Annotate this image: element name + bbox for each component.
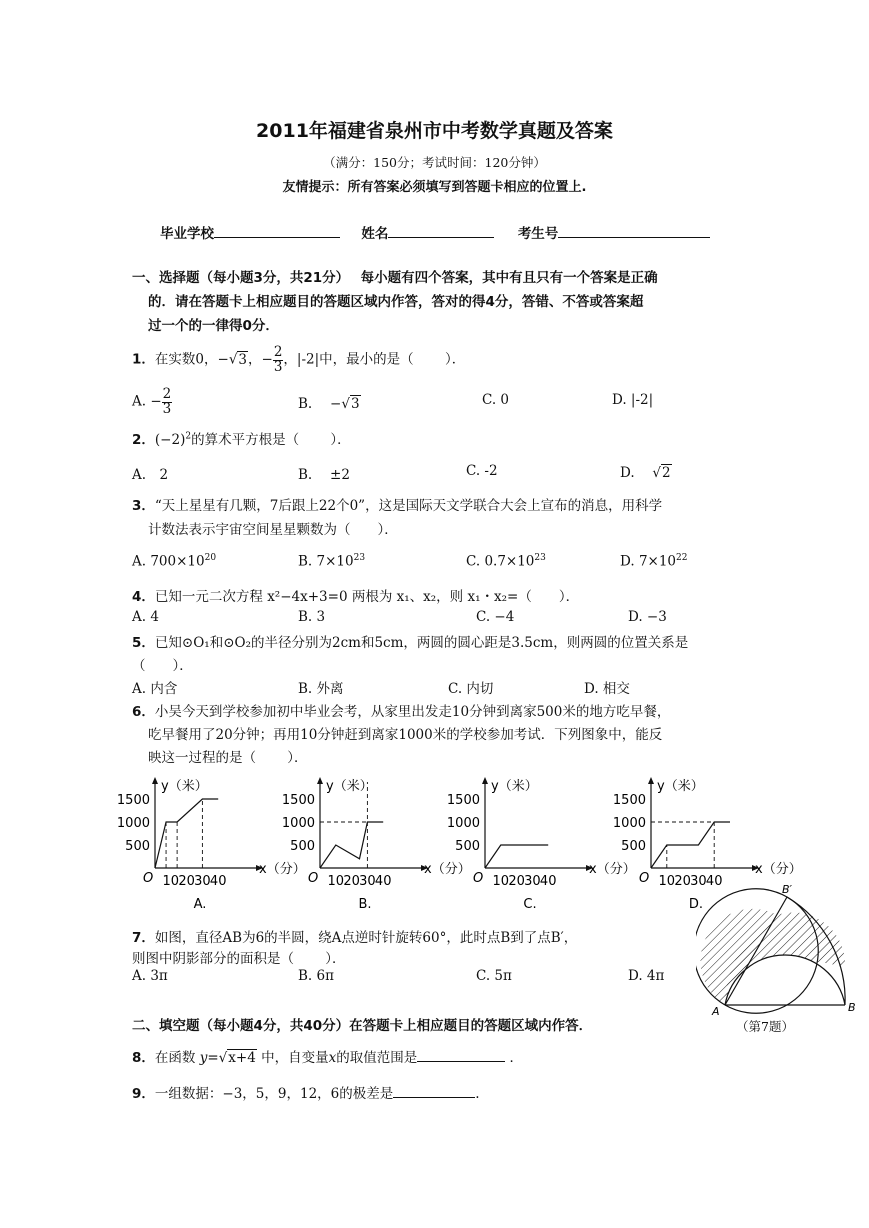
x-tick-label: 10 (327, 874, 345, 889)
y-tick-label: 1500 (446, 793, 480, 808)
q1-minus-2: − (261, 351, 273, 368)
q8-prefix: 在函数 (154, 1050, 196, 1066)
question-8: 8．在函数 y=√x+4 中，自变量x的取值范围是 ． (132, 1050, 523, 1066)
q9-number: 9． (132, 1086, 155, 1102)
y-axis-label: y（米） (326, 779, 373, 794)
x-tick-label: 10 (658, 874, 676, 889)
q8-suffix-2: 的取值范围是 (336, 1050, 418, 1066)
q3-option-d[interactable] (620, 553, 687, 570)
origin-label: O (308, 871, 319, 886)
x-tick-label: 20 (508, 874, 525, 889)
q1-a-numerator: 2 (162, 386, 172, 402)
exam-no-blank[interactable] (558, 225, 710, 238)
q1-frac-numerator: 2 (273, 344, 283, 360)
q1-number: 1． (132, 351, 155, 368)
friendly-hint: 友情提示：所有答案必须填写到答题卡相应的位置上. (282, 180, 587, 195)
y-axis-arrow (152, 777, 158, 784)
question-3-line2: 计数法表示宇宙空间星星颗数为（ ）． (148, 522, 398, 538)
graph-option-label: D. (688, 897, 704, 912)
q1-option-c[interactable]: C. 0 (482, 392, 510, 408)
q1-a-denominator: 3 (162, 400, 172, 417)
x-tick-label: 30 (690, 874, 707, 889)
origin-label: O (473, 871, 484, 886)
x-tick-label: 30 (194, 874, 211, 889)
q4-text: 已知一元二次方程 x²−4x+3=0 两根为 x₁、x₂，则 x₁・x₂=（ ）． (154, 589, 580, 605)
y-axis-label: y（米） (161, 779, 208, 794)
x-tick-label: 40 (209, 874, 227, 889)
question-6-line3: 映这一过程的是（ ）． (148, 750, 308, 766)
q3-option-a[interactable] (132, 553, 216, 570)
x-axis-label: x（分） (755, 862, 802, 877)
q3-d-exponent: 22 (676, 553, 688, 563)
school-label: 毕业学校 (160, 226, 214, 242)
q3-b-label: B. (298, 553, 313, 570)
question-5-line1 (132, 631, 688, 651)
q8-y: y (199, 1050, 208, 1066)
q1-option-b-label: B. (298, 396, 313, 412)
info-line (160, 222, 710, 242)
q1-comma: ， (248, 351, 262, 368)
graph-line (320, 822, 383, 868)
question-6-line1 (132, 700, 670, 720)
q1-option-a[interactable] (132, 388, 172, 416)
section2-title: 二、填空题（每小题4分，共40分）在答题卡上相应题目的答题区域内作答． (132, 1018, 593, 1034)
x-axis-label: x（分） (589, 862, 636, 877)
q3-b-exponent: 23 (353, 553, 366, 563)
x-tick-label: 30 (359, 874, 376, 889)
q1-suffix: ，|-2|中，最小的是（ ）． (283, 351, 466, 368)
q5-option-d[interactable]: D. 相交 (584, 681, 630, 697)
q2-option-a[interactable]: A. 2 (132, 467, 169, 483)
q3-b-value: 7×10 (316, 553, 354, 570)
q3-d-value: 7×10 (638, 553, 677, 570)
q1-option-a-minus: − (150, 393, 162, 410)
q4-option-c[interactable]: C. −4 (476, 609, 515, 625)
q1-sqrt-arg: 3 (238, 351, 248, 368)
graph-option-label: B. (358, 897, 372, 912)
question-4 (132, 585, 579, 605)
y-axis-arrow (482, 777, 488, 784)
origin-label: O (639, 871, 650, 886)
q3-option-c[interactable] (466, 553, 546, 570)
x-tick-label: 20 (178, 874, 195, 889)
question-5-line2: （ ）． (132, 658, 193, 674)
q1-option-a-fraction (162, 388, 173, 416)
y-axis-label: y（米） (491, 779, 538, 794)
q2-text-2: 的算术平方根是（ ）． (191, 432, 351, 448)
question-1: 1．在实数0，−√3，− $\frac{2}{3}$ ，|-2|中，最小的是（ ）． (132, 344, 466, 375)
section1-line1: 一、选择题（每小题3分，共21分） 每小题有四个答案，其中有且只有一个答案是正确 (132, 270, 658, 286)
y-tick-label: 500 (455, 839, 480, 854)
x-tick-label: 40 (374, 874, 392, 889)
y-tick-label: 1500 (281, 793, 315, 808)
q1-option-b[interactable]: B. −√3 (298, 396, 360, 412)
q3-a-exponent: 20 (204, 553, 217, 563)
x-axis-label: x（分） (424, 862, 471, 877)
q1-option-b-minus: − (330, 396, 342, 412)
question-3-line1 (132, 494, 662, 514)
name-label: 姓名 (361, 226, 389, 242)
q3-option-b[interactable] (298, 553, 365, 570)
q7-caption: （第7题） (736, 1019, 794, 1034)
y-axis-arrow (648, 777, 654, 784)
q8-equals: = (207, 1050, 219, 1066)
q1-fraction (273, 346, 284, 374)
q9-text: 一组数据：−3，5，9，12，6的极差是 (154, 1086, 394, 1102)
y-axis-label: y（米） (657, 779, 704, 794)
q4-option-d[interactable]: D. −3 (628, 609, 667, 625)
x-tick-label: 30 (524, 874, 541, 889)
page-title: 2011年福建省泉州市中考数学真题及答案 (256, 120, 613, 142)
graph-line (155, 799, 218, 868)
q8-x: x (328, 1050, 337, 1066)
q3-a-label: A. (132, 553, 147, 570)
y-tick-label: 1000 (116, 816, 150, 831)
q1-frac-denominator: 3 (273, 358, 283, 375)
x-tick-label: 40 (705, 874, 723, 889)
q8-suffix: 中，自变量 (261, 1050, 329, 1066)
origin-label: O (143, 871, 154, 886)
q6-number: 6． (132, 704, 155, 720)
exam-no-label: 考生号 (517, 226, 559, 242)
y-tick-label: 1000 (281, 816, 315, 831)
q1-option-a-label: A. (132, 393, 147, 410)
section1-line2: 的．请在答题卡上相应题目的答题区域内作答，答对的得4分，答错、不答或答案超 (148, 294, 644, 310)
q7-text-line1: 如图，直径AB为6的半圆，绕A点逆时针旋转60°，此时点B到了点B′， (154, 930, 578, 946)
graph-line (651, 822, 730, 868)
question-7-line1 (132, 926, 577, 946)
x-tick-label: 20 (343, 874, 360, 889)
q7-option-a[interactable]: A. 3π (132, 968, 168, 984)
y-axis-arrow (317, 777, 323, 784)
point-a-label: A (712, 1005, 720, 1018)
exam-subtitle: （满分：150分；考试时间：120分钟） (323, 155, 546, 170)
q5-number: 5． (132, 635, 155, 651)
q2-option-d-arg: 2 (662, 465, 671, 481)
y-tick-label: 1500 (612, 793, 646, 808)
graph-line (485, 845, 548, 868)
y-tick-label: 1000 (612, 816, 646, 831)
q7-number: 7． (132, 930, 155, 946)
q5-option-c[interactable]: C. 内切 (448, 681, 494, 697)
question-7-line2: 则图中阴影部分的面积是（ ）． (132, 951, 346, 967)
y-tick-label: 1500 (116, 793, 150, 808)
x-tick-label: 10 (492, 874, 510, 889)
question-2 (132, 428, 351, 448)
q3-c-value: 0.7×10 (484, 553, 535, 570)
q5-option-b[interactable]: B. 外离 (298, 681, 344, 697)
q3-number: 3． (132, 498, 155, 514)
q7-option-d[interactable]: D. 4π (628, 968, 665, 984)
q3-c-label: C. (466, 553, 481, 570)
q2-number: 2． (132, 432, 155, 448)
q4-option-b[interactable]: B. 3 (298, 609, 326, 625)
x-axis-label: x（分） (259, 862, 306, 877)
q5-option-a[interactable]: A. 内含 (132, 681, 178, 697)
y-tick-label: 500 (621, 839, 646, 854)
point-b-prime-label: B′ (782, 883, 793, 896)
q7-option-c[interactable]: C. 5π (476, 968, 512, 984)
q3-d-label: D. (620, 553, 635, 570)
q8-end: ． (509, 1050, 523, 1066)
q3-c-exponent: 23 (534, 553, 546, 563)
graph-option-label: A. (193, 897, 207, 912)
section1-line3: 过一个的一律得0分． (148, 318, 279, 334)
q6-text-line1: 小吴今天到学校参加初中毕业会考，从家里出发走10分钟到离家500米的地方吃早餐， (154, 704, 671, 720)
q1-option-b-arg: 3 (350, 396, 360, 412)
y-tick-label: 1000 (446, 816, 480, 831)
q3-a-value: 700×10 (150, 553, 205, 570)
q7-option-b[interactable]: B. 6π (298, 968, 334, 984)
q1-minus: − (217, 351, 229, 368)
x-tick-label: 40 (539, 874, 557, 889)
q1-option-d[interactable]: D. |-2| (612, 392, 654, 408)
y-tick-label: 500 (125, 839, 150, 854)
question-6-line2: 吃早餐用了20分钟；再用10分钟赶到离家1000米的学校参加考试．下列图象中，能反 (148, 727, 663, 743)
q2-option-d-label: D. (620, 465, 635, 481)
name-blank[interactable] (388, 225, 494, 238)
q2-option-c[interactable]: C. -2 (466, 463, 498, 479)
q2-option-b[interactable]: B. ±2 (298, 467, 350, 483)
q8-answer-blank[interactable] (417, 1049, 505, 1062)
question-9 (132, 1082, 480, 1102)
point-b-label: B (848, 1001, 856, 1014)
q3-text-line1: “天上星星有几颗，7后跟上22个0”，这是国际天文学联合大会上宣布的消息，用科学 (154, 498, 663, 514)
school-blank[interactable] (214, 225, 340, 238)
q4-option-a[interactable]: A. 4 (132, 609, 159, 625)
q5-text-line1: 已知⊙O₁和⊙O₂的半径分别为2cm和5cm，两圆的圆心距是3.5cm，则两圆的位置关系是 (154, 635, 689, 651)
q2-option-d[interactable]: D. √2 (620, 465, 671, 481)
graph-option-label: C. (523, 897, 537, 912)
q9-end: . (475, 1086, 480, 1102)
x-tick-label: 20 (674, 874, 691, 889)
q9-answer-blank[interactable] (393, 1085, 475, 1098)
q1-prefix: 在实数0， (154, 351, 218, 368)
q8-number: 8． (132, 1050, 155, 1066)
q4-number: 4． (132, 589, 155, 605)
q7-figure (696, 880, 866, 1040)
q2-exponent: 2 (185, 431, 192, 442)
x-tick-label: 10 (162, 874, 180, 889)
q2-text: (−2) (154, 432, 186, 448)
y-tick-label: 500 (290, 839, 315, 854)
q8-sqrt-arg: x+4 (228, 1050, 256, 1066)
